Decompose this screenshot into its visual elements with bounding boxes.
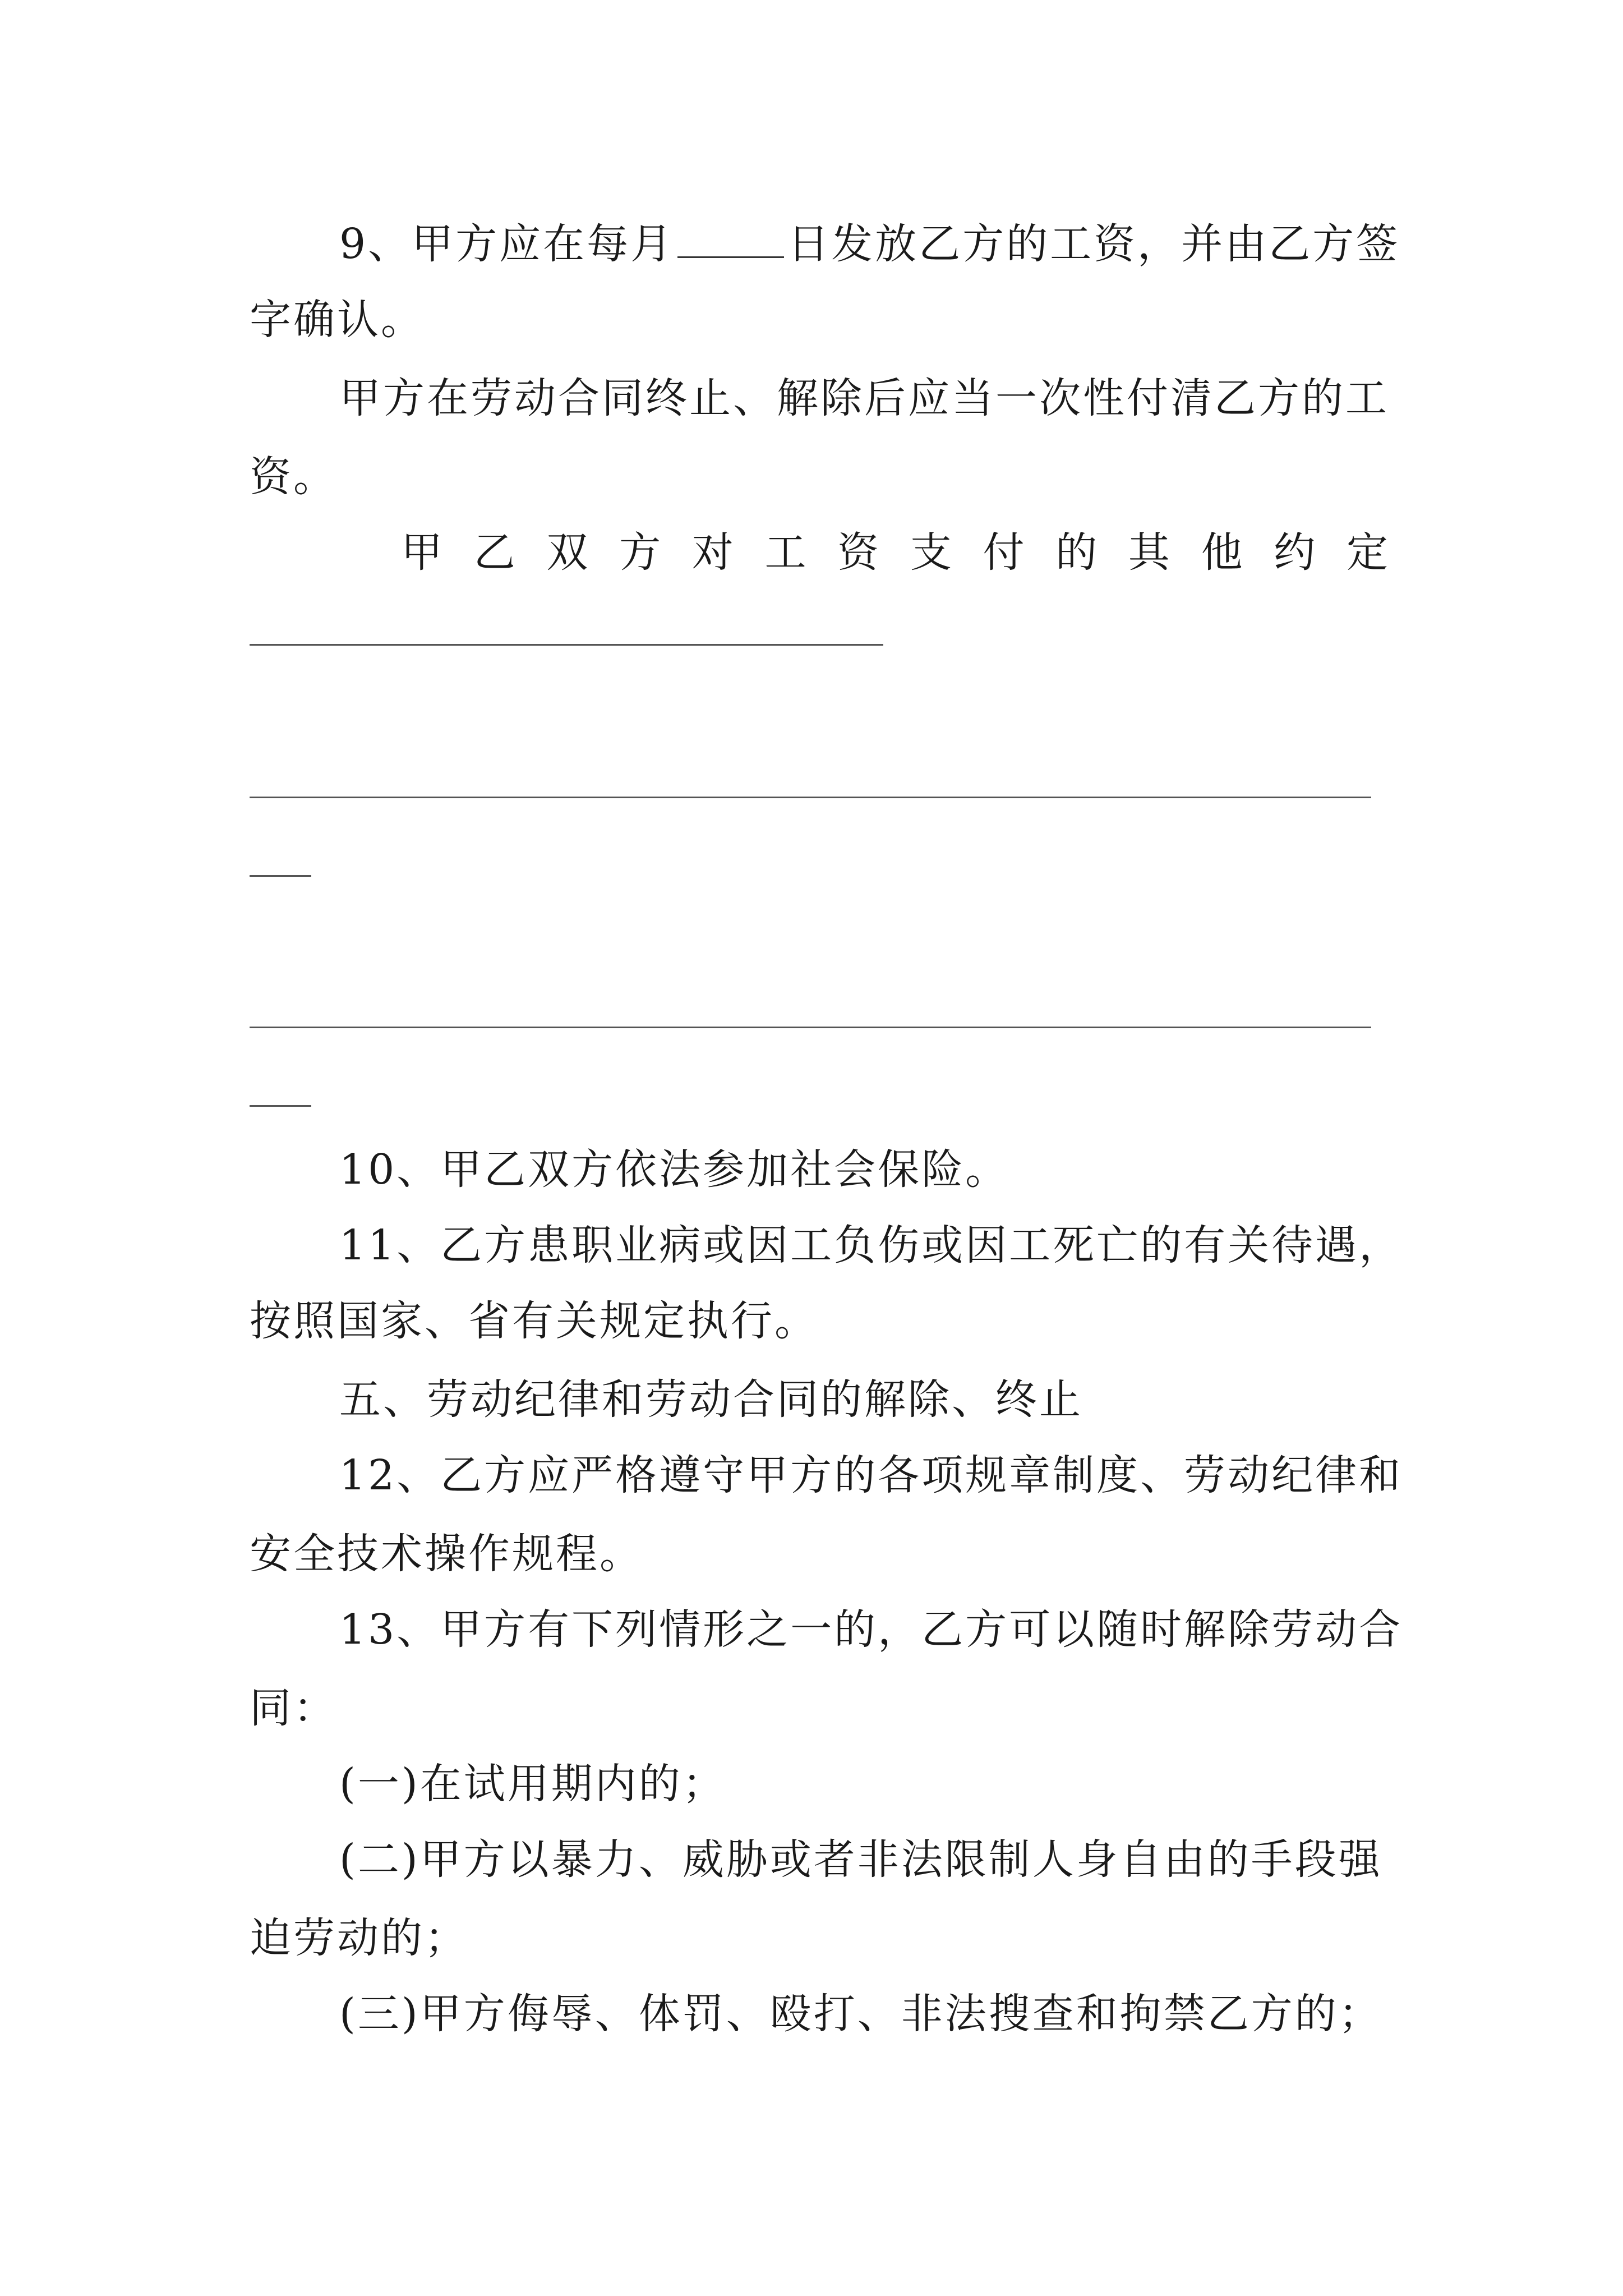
- clause-13-item-1: (一)在试用期内的；: [339, 1760, 726, 1808]
- other-char: 方: [619, 528, 661, 577]
- other-char: 付: [983, 528, 1025, 577]
- fill-in-line-2-tail: [250, 875, 311, 877]
- pay-day-blank: [677, 223, 784, 258]
- clause-12-line-2: 安全技术操作规程。: [250, 1530, 643, 1578]
- clause-13-line-1: 13、甲方有下列情形之一的，乙方可以随时解除劳动合: [339, 1605, 1403, 1654]
- other-char: 甲: [401, 528, 442, 577]
- clause-12-line-1: 12、乙方应严格遵守甲方的各项规章制度、劳动纪律和: [339, 1451, 1403, 1499]
- settlement-line-2: 资。: [250, 453, 337, 501]
- clause-11-line-1: 11、乙方患职业病或因工负伤或因工死亡的有关待遇，: [339, 1221, 1403, 1269]
- other-char: 双: [546, 528, 588, 577]
- clause-10: 10、甲乙双方依法参加社会保险。: [339, 1145, 1009, 1194]
- other-agreement-heading: [401, 524, 1388, 581]
- other-char: 的: [1055, 528, 1098, 577]
- other-char: 对: [691, 528, 734, 577]
- clause-13-item-2-line-2: 迫劳动的；: [250, 1914, 468, 1962]
- clause-11-line-2: 按照国家、省有关规定执行。: [250, 1297, 818, 1345]
- other-char: 乙: [473, 528, 515, 577]
- clause-9-line-1: [339, 216, 1400, 272]
- fill-in-line-3: [250, 1027, 1371, 1028]
- other-char: 支: [910, 528, 952, 577]
- clause-9-suffix: 日发放乙方的工资，并由乙方签: [787, 220, 1400, 268]
- other-char: 他: [1201, 528, 1243, 577]
- section-5-heading: 五、劳动纪律和劳动合同的解除、终止: [339, 1375, 1083, 1424]
- fill-in-line-3-tail: [250, 1105, 311, 1107]
- clause-13-line-2: 同：: [250, 1684, 337, 1732]
- other-char: 定: [1346, 528, 1388, 577]
- fill-in-line-1: [250, 644, 883, 646]
- clause-9-prefix: 9、甲方应在每月: [339, 220, 675, 268]
- other-char: 约: [1274, 528, 1316, 577]
- other-char: 资: [837, 528, 879, 577]
- other-char: 工: [764, 528, 806, 577]
- other-char: 其: [1128, 528, 1170, 577]
- clause-13-item-2-line-1: (二)甲方以暴力、威胁或者非法限制人身自由的手段强: [339, 1835, 1382, 1884]
- fill-in-line-2: [250, 797, 1371, 798]
- clause-13-item-3: (三)甲方侮辱、体罚、殴打、非法搜查和拘禁乙方的；: [339, 1990, 1382, 2038]
- clause-9-line-2: 字确认。: [250, 296, 425, 344]
- settlement-line-1: 甲方在劳动合同终止、解除后应当一次性付清乙方的工: [339, 374, 1389, 422]
